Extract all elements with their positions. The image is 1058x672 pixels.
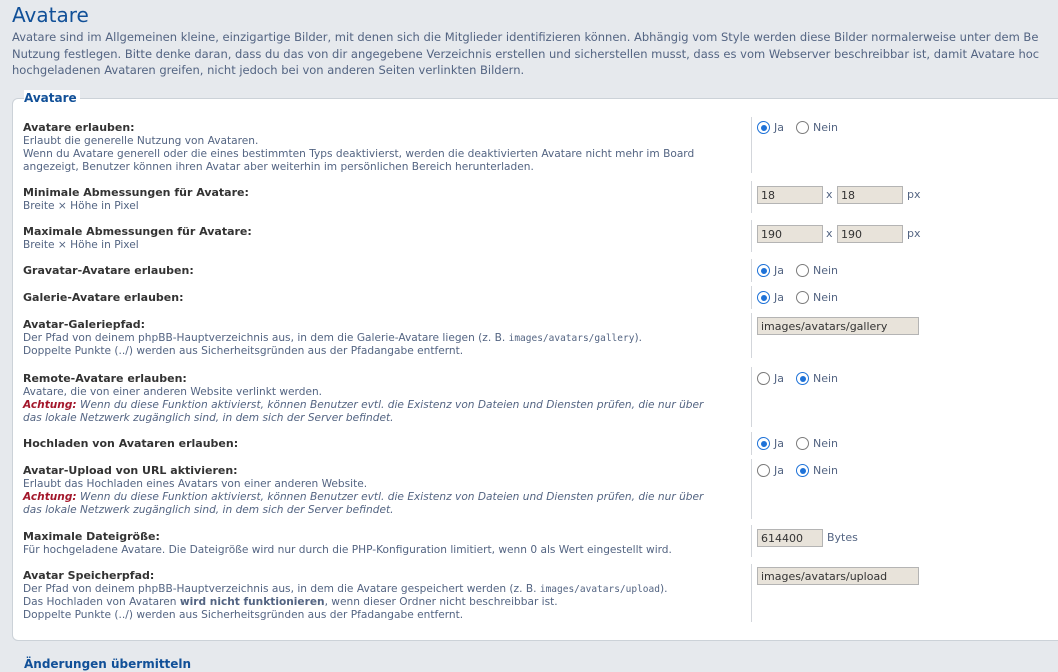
setting-gravatar: Gravatar-Avatare erlauben:	[23, 264, 194, 277]
times-sign: x	[826, 227, 833, 240]
max-width-input[interactable]: 190	[757, 225, 823, 243]
max-height-input[interactable]: 190	[837, 225, 903, 243]
intro-line-2: Nutzung festlegen. Bitte denke daran, dass du das von dir angegebene Verzeichnis erstellen und sicherstellen musst, dass es vom Webserver beschreibbar ist, damit Avatare hoc	[12, 46, 1040, 61]
column-divider	[751, 286, 752, 309]
remote-yes-radio[interactable]	[757, 372, 770, 385]
max-filesize-input[interactable]: 614400	[757, 529, 823, 547]
setting-gallery-path: Avatar-Galeriepfad: Der Pfad von deinem phpBB-Hauptverzeichnis aus, in dem die Galerie-Avatare liegen (z. B. images/avatars/gallery). Doppelte Punkte (../) werden aus Sicherheitsgründen aus der Pfadangabe entfernt.	[23, 318, 642, 357]
avatar-settings-panel	[12, 98, 1058, 641]
allow-avatars-yes-radio[interactable]	[757, 121, 770, 134]
column-divider	[751, 117, 752, 173]
upload-yes-radio[interactable]	[757, 437, 770, 450]
page-intro	[12, 29, 1058, 79]
setting-label: Avatare erlauben:	[23, 121, 135, 134]
upload-radio-group: Ja Nein	[757, 437, 850, 450]
column-divider	[751, 259, 752, 282]
bytes-unit: Bytes	[827, 531, 858, 544]
url-upload-radio-group: Ja Nein	[757, 464, 850, 477]
intro-line-1: Avatare sind im Allgemeinen kleine, einzigartige Bilder, mit denen sich die Mitglieder identifizieren können. Abhängig vom Style werden diese Bilder normalerweise unter dem Be	[12, 30, 1039, 44]
setting-gallery: Galerie-Avatare erlauben:	[23, 291, 184, 304]
setting-allow-avatars: Avatare erlauben: Erlaubt die generelle Nutzung von Avataren. Wenn du Avatare generell oder die eines bestimmten Typs deaktivierst, werden die deaktivierten Avatare nicht mehr im Board angezeigt, Benutzer können ihren Avatar aber weiterhin im persönlichen Bereich herunterladen.	[23, 121, 763, 174]
min-height-input[interactable]: 18	[837, 186, 903, 204]
column-divider	[751, 367, 752, 427]
allow-avatars-radio-group: Ja Nein	[757, 121, 850, 134]
setting-url-upload: Avatar-Upload von URL aktivieren: Erlaubt das Hochladen eines Avatars von einer anderen Website. Achtung: Wenn du diese Funktion aktivierst, können Benutzer evtl. die Existenz von Dateien und Diensten prüfen, die nur über das lokale Netzwerk zugänglich sind, in dem sich der Server befindet.	[23, 464, 704, 516]
column-divider	[751, 459, 752, 519]
min-width-input[interactable]: 18	[757, 186, 823, 204]
column-divider	[751, 181, 752, 213]
gravatar-yes-radio[interactable]	[757, 264, 770, 277]
column-divider	[751, 564, 752, 622]
column-divider	[751, 525, 752, 557]
setting-min-dimensions: Minimale Abmessungen für Avatare: Breite × Höhe in Pixel	[23, 186, 249, 212]
url-upload-no-radio[interactable]	[796, 464, 809, 477]
times-sign: x	[826, 188, 833, 201]
allow-avatars-no-radio[interactable]	[796, 121, 809, 134]
gravatar-radio-group: Ja Nein	[757, 264, 850, 277]
storage-path-input[interactable]: images/avatars/upload	[757, 567, 919, 585]
column-divider	[751, 313, 752, 358]
column-divider	[751, 432, 752, 455]
setting-storage-path: Avatar Speicherpfad: Der Pfad von deinem phpBB-Hauptverzeichnis aus, in dem die Avatare gespeichert werden (z. B. images/avatars/upload). Das Hochladen von Avataren wird nicht funktionieren, wenn dieser Ordner nicht beschreibbar ist. Doppelte Punkte (../) werden aus Sicherheitsgründen aus der Pfadangabe entfernt.	[23, 569, 668, 621]
intro-line-3: hochgeladenen Avataren greifen, nicht jedoch bei von anderen Seiten verlinkten Bildern.	[12, 63, 525, 77]
px-unit: px	[907, 227, 921, 240]
remote-no-radio[interactable]	[796, 372, 809, 385]
column-divider	[751, 220, 752, 252]
panel-legend: Avatare	[24, 90, 80, 106]
gravatar-no-radio[interactable]	[796, 264, 809, 277]
url-upload-yes-radio[interactable]	[757, 464, 770, 477]
gallery-yes-radio[interactable]	[757, 291, 770, 304]
setting-max-dimensions: Maximale Abmessungen für Avatare: Breite × Höhe in Pixel	[23, 225, 252, 251]
px-unit: px	[907, 188, 921, 201]
page-title: Avatare	[12, 3, 89, 27]
gallery-radio-group: Ja Nein	[757, 291, 850, 304]
gallery-no-radio[interactable]	[796, 291, 809, 304]
remote-radio-group: Ja Nein	[757, 372, 850, 385]
setting-max-filesize: Maximale Dateigröße: Für hochgeladene Avatare. Die Dateigröße wird nur durch die PHP-Konfiguration limitiert, wenn 0 als Wert eingestellt wird.	[23, 530, 672, 556]
gallery-path-input[interactable]: images/avatars/gallery	[757, 317, 919, 335]
upload-no-radio[interactable]	[796, 437, 809, 450]
submit-section-legend: Änderungen übermitteln	[24, 657, 192, 671]
setting-remote-avatars: Remote-Avatare erlauben: Avatare, die von einer anderen Website verlinkt werden. Achtung: Wenn du diese Funktion aktivierst, können Benutzer evtl. die Existenz von Dateien und Diensten prüfen, die nur über das lokale Netzwerk zugänglich sind, in dem sich der Server befindet.	[23, 372, 704, 424]
setting-upload: Hochladen von Avataren erlauben:	[23, 437, 239, 450]
